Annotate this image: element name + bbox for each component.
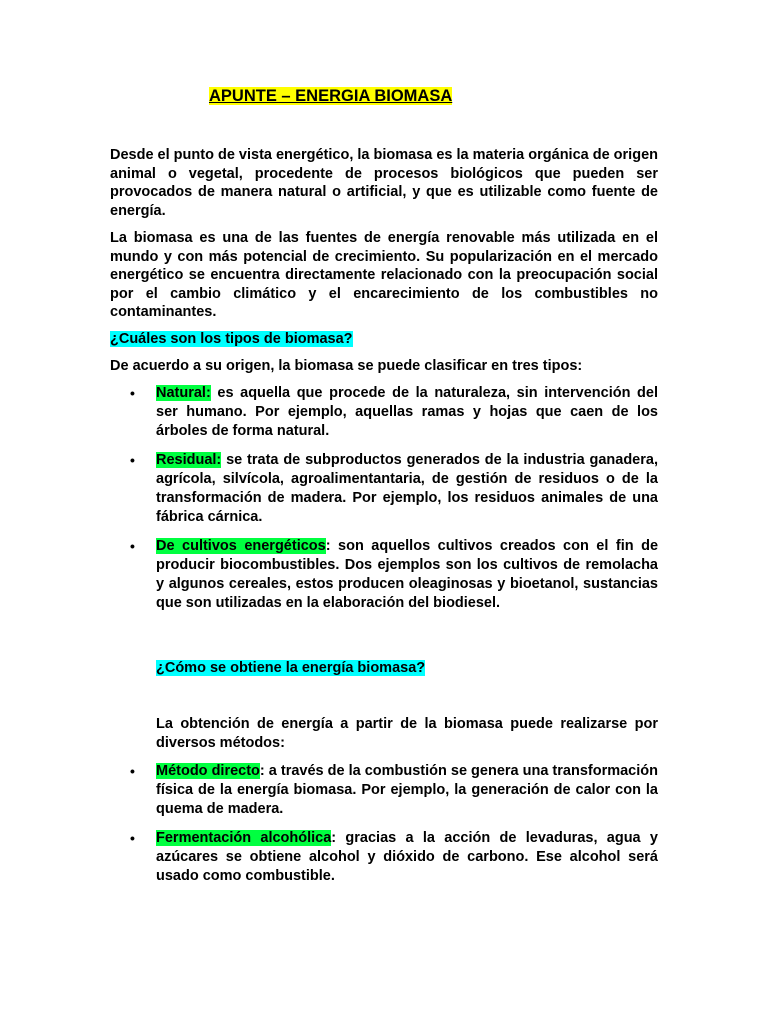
list-item-term: Residual: — [156, 452, 222, 468]
list-item — [110, 537, 658, 613]
intro-paragraph-1: Desde el punto de vista energético, la biomasa es la materia orgánica de origen animal o vegetal, procedente de procesos biológicos que pueden ser provocados de manera natural o artificial, y que es utilizable como fuente de energía. — [110, 147, 658, 219]
list-item — [110, 762, 658, 819]
list-item-text: se trata de subproductos generados de la industria ganadera, agrícola, silvícola, agroalimentantaria, de gestión de residuos o de la transformación de madera. Por ejemplo, los residuos animales de una fábrica cárnica. — [156, 452, 658, 525]
tipos-lead-paragraph: De acuerdo a su origen, la biomasa se puede clasificar en tres tipos: — [110, 358, 583, 374]
heading-obtencion-text: ¿Cómo se obtiene la energía biomasa? — [156, 660, 426, 676]
list-item-term: De cultivos energéticos — [156, 538, 326, 554]
intro-paragraph-2: La biomasa es una de las fuentes de energía renovable más utilizada en el mundo y con más potencial de crecimiento. Su popularización en el mercado energético se encuentra directamente relacionado con la preocupación social por el cambio climático y el encarecimiento de los combustibles no contaminantes. — [110, 230, 658, 320]
bullet-icon: • — [130, 830, 135, 846]
list-item — [110, 829, 658, 886]
bullet-icon: • — [130, 538, 135, 554]
list-item-text: : son aquellos cultivos creados con el fin de producir biocombustibles. Dos ejemplos son los cultivos de remolacha y algunos cereales, estos producen oleaginosas y bioetanol, sustancias que son utilizadas en la elaboración del biodiesel. — [156, 538, 659, 611]
tipos-list — [110, 384, 658, 613]
bullet-icon: • — [130, 452, 135, 468]
heading-obtencion-biomasa — [156, 659, 425, 678]
heading-tipos-biomasa — [110, 330, 353, 349]
list-item-text: : gracias a la acción de levaduras, agua y azúcares se obtiene alcohol y dióxido de carbono. Ese alcohol será usado como combustible. — [156, 830, 658, 884]
list-item — [110, 384, 658, 441]
list-item-term: Método directo — [156, 763, 260, 779]
bullet-icon: • — [130, 763, 135, 779]
list-item-text: : a través de la combustión se genera una transformación física de la energía biomasa. Por ejemplo, la generación de calor con la quema de madera. — [156, 763, 658, 817]
heading-tipos-text: ¿Cuáles son los tipos de biomasa? — [110, 331, 353, 347]
list-item — [110, 451, 658, 527]
list-item-text: es aquella que procede de la naturaleza, sin intervención del ser humano. Por ejemplo, aquellas ramas y hojas que caen de los árboles de forma natural. — [156, 385, 658, 439]
obtencion-list — [110, 762, 658, 886]
obtencion-lead-paragraph: La obtención de energía a partir de la biomasa puede realizarse por diversos métodos: — [156, 716, 658, 751]
list-item-term: Natural: — [156, 385, 211, 401]
document-title — [209, 86, 452, 106]
bullet-icon: • — [130, 385, 135, 401]
list-item-term: Fermentación alcohólica — [156, 830, 332, 846]
title-text: APUNTE – ENERGIA BIOMASA — [209, 87, 453, 105]
